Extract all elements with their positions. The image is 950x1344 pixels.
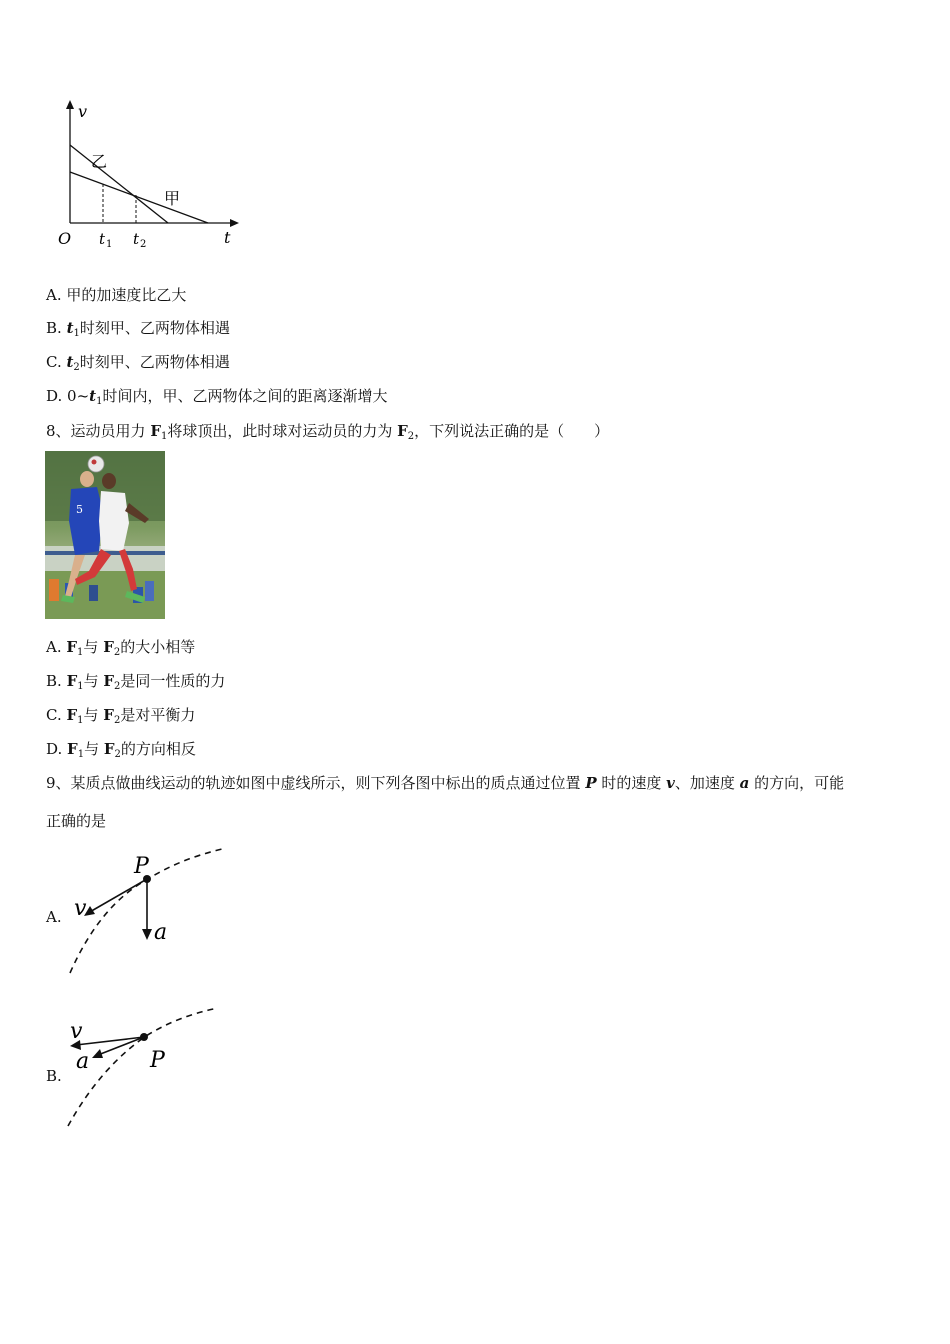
svg-text:5: 5	[76, 503, 83, 516]
q9-option-b-label: B.	[46, 1067, 62, 1085]
q9-stem-line1: 9、某质点做曲线运动的轨迹如图中虚线所示，则下列各图中标出的质点通过位置 P 时的速度 v、加速度 a 的方向，可能	[46, 774, 845, 792]
q7-option-b: B. $t_1$时刻甲、乙两物体相遇	[46, 319, 230, 339]
line-jia	[70, 172, 208, 223]
q9-option-a-diagram	[60, 845, 230, 980]
svg-text:2: 2	[140, 239, 147, 250]
q9-option-b-diagram	[60, 1002, 230, 1132]
yi-label: 乙	[91, 152, 108, 171]
soccer-header-photo	[45, 451, 165, 619]
acceleration-a-label: a	[76, 1049, 90, 1074]
t2-label: t	[133, 230, 140, 248]
origin-label: O	[58, 229, 72, 248]
point-p-label: P	[134, 854, 149, 879]
q8-stem: 8、运动员用力 $F_1$将球顶出，此时球对运动员的力为 $F_2$，下列说法正确的是（ ）	[46, 422, 610, 442]
velocity-v-label: v	[74, 896, 87, 921]
q8-option-c: C. $F_1$与 $F_2$是对平衡力	[46, 706, 196, 726]
q7-option-a: A. 甲的加速度比乙大	[46, 286, 187, 304]
vt-graph	[50, 95, 250, 255]
acceleration-a-label: a	[154, 920, 168, 945]
q8-option-d: D. $F_1$与 $F_2$的方向相反	[46, 740, 196, 760]
line-yi	[70, 145, 168, 223]
q8-option-b: B. $F_1$与 $F_2$是同一性质的力	[46, 672, 226, 692]
q9-option-a-label: A.	[46, 908, 62, 926]
q7-option-c: C. $t_2$时刻甲、乙两物体相遇	[46, 353, 230, 373]
t-axis-label: t	[224, 228, 231, 247]
point-p-label: P	[150, 1048, 165, 1073]
q8-option-a: A. $F_1$与 $F_2$的大小相等	[46, 638, 196, 658]
q9-stem-line2: 正确的是	[46, 812, 107, 830]
jia-label: 甲	[164, 189, 181, 208]
v-axis-label: v	[78, 102, 88, 121]
velocity-v-label: v	[70, 1019, 83, 1044]
q7-option-d: D. $0\sim t_1$时间内，甲、乙两物体之间的距离逐渐增大	[46, 387, 388, 407]
svg-text:1: 1	[106, 239, 113, 250]
t1-label: t	[99, 230, 106, 248]
